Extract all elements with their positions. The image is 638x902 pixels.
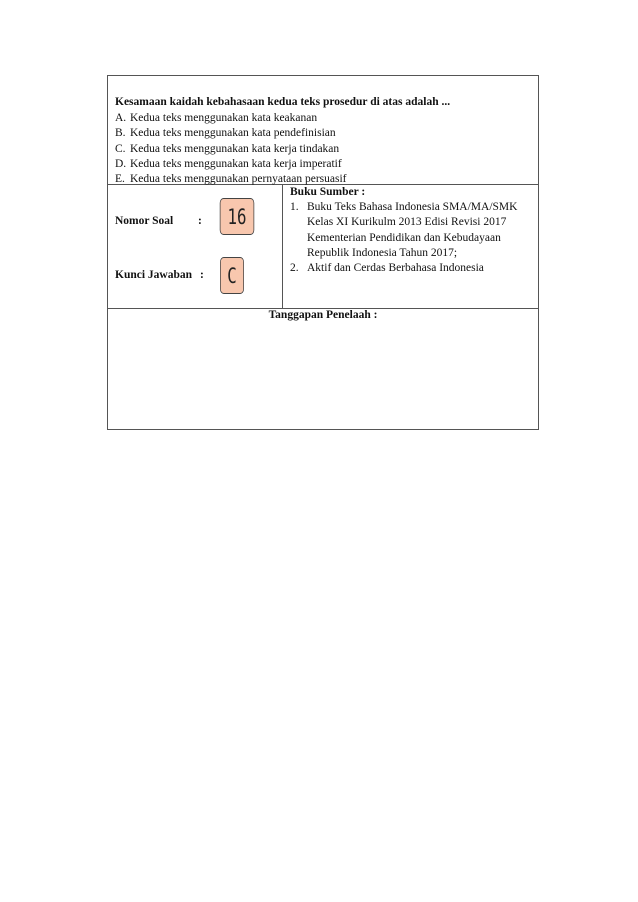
- source-number: 1.: [290, 201, 299, 214]
- option-letter: C.: [115, 142, 126, 155]
- number-colon: :: [198, 215, 202, 227]
- option-text: Kedua teks menggunakan kata pendefinisian: [130, 127, 336, 140]
- answer-key-badge: C: [220, 257, 244, 294]
- source-title: Buku Sumber :: [290, 186, 366, 198]
- question-stem: Kesamaan kaidah kebahasaan kedua teks prosedur di atas adalah ...: [115, 96, 451, 108]
- option-letter: B.: [115, 127, 126, 140]
- key-colon: :: [200, 269, 204, 281]
- source-line: Kementerian Pendidikan dan Kebudayaan: [307, 231, 501, 244]
- review-section: [108, 309, 538, 431]
- option-d: [115, 157, 538, 172]
- option-text: Kedua teks menggunakan pernyataan persuasif: [130, 173, 347, 186]
- option-b: [115, 126, 538, 141]
- option-letter: A.: [115, 112, 127, 125]
- number-label: Nomor Soal: [115, 215, 174, 227]
- review-title: Tanggapan Penelaah :: [268, 309, 378, 321]
- source-books: [283, 185, 538, 308]
- source-line: Kelas XI Kurikulm 2013 Edisi Revisi 2017: [307, 216, 507, 229]
- question-meta: [108, 185, 283, 308]
- option-letter: D.: [115, 157, 127, 170]
- option-text: Kedua teks menggunakan kata kerja imperatif: [130, 157, 342, 170]
- option-a: [115, 111, 538, 126]
- source-item: [290, 200, 538, 261]
- source-line: Buku Teks Bahasa Indonesia SMA/MA/SMK: [307, 201, 518, 214]
- source-line: Republik Indonesia Tahun 2017;: [307, 246, 458, 259]
- question-card: [107, 75, 539, 430]
- source-item: [290, 261, 538, 276]
- option-text: Kedua teks menggunakan kata keakanan: [130, 112, 318, 125]
- option-text: Kedua teks menggunakan kata kerja tindakan: [130, 142, 340, 155]
- key-label: Kunci Jawaban: [115, 269, 193, 281]
- source-number: 2.: [290, 262, 299, 275]
- question-number-badge: 16: [220, 198, 255, 235]
- option-c: [115, 142, 538, 157]
- option-letter: E.: [115, 173, 125, 186]
- question-section: [108, 76, 538, 185]
- meta-section: [108, 185, 538, 309]
- source-line: Aktif dan Cerdas Berbahasa Indonesia: [307, 262, 484, 275]
